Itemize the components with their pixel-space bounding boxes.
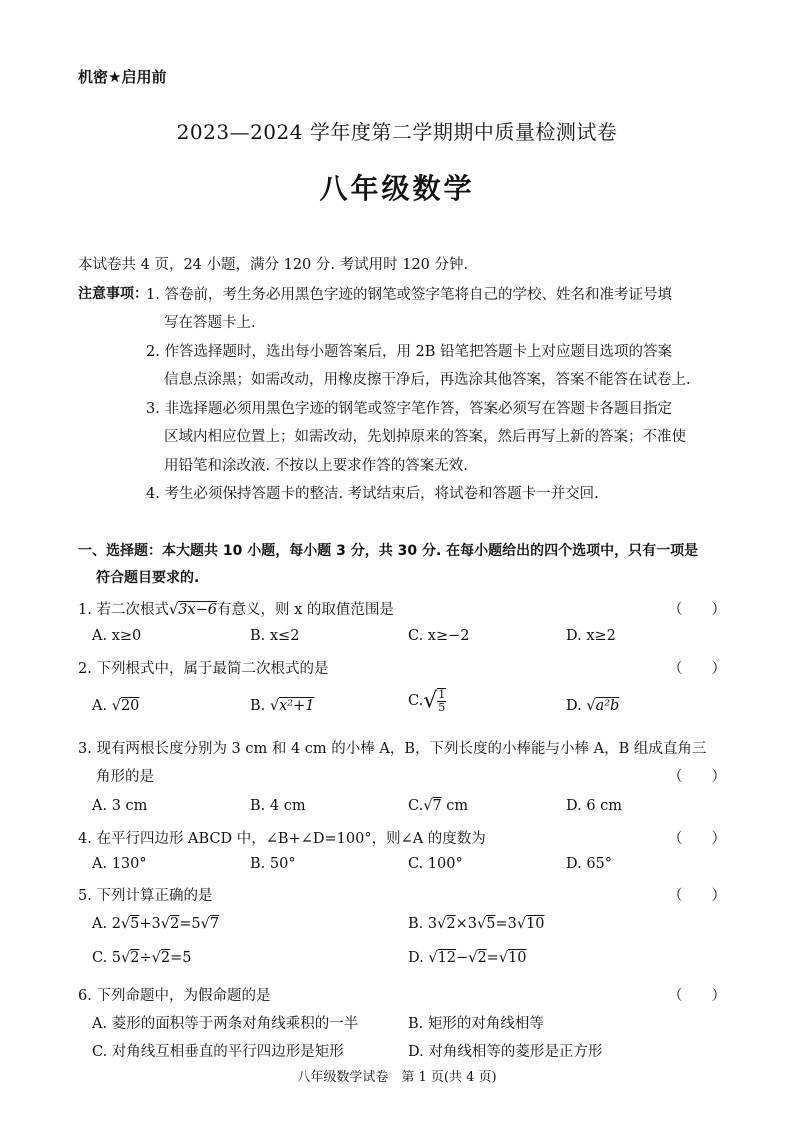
radicand: 2 [477,950,487,966]
radicand: 12 [437,950,457,966]
sqrt-symbol: √ [423,798,433,814]
note-line: 信息点涂黑；如需改动，用橡皮擦干净后，再选涂其他答案，答案不能答在试卷上. [164,372,691,388]
radicand: 10 [508,950,527,966]
answer-paren: （ ） [668,602,726,618]
radicand: 7 [432,798,442,814]
option-c [92,950,192,966]
expr-part: D. [408,950,424,966]
sqrt-symbol: √ [586,698,596,714]
question-4-stem: 4. 在平行四边形 ABCD 中，∠B+∠D=100°，则∠A 的度数为 [78,831,486,847]
radicand: a²b [595,698,620,714]
sqrt-symbol: √ [476,916,487,932]
note-line: 4. 考生必须保持答题卡的整洁. 考试结束后，将试卷和答题卡一并交回. [146,486,599,502]
sqrt-symbol: √ [160,916,171,932]
expr-part: = [486,950,499,966]
notes-label: 注意事项： [78,286,148,302]
expr-part: − [456,950,469,966]
radicand: 5 [130,916,140,932]
note-line: 区域内相应位置上；如需改动，先划掉原来的答案，然后再写上新的答案；不准使 [164,429,686,445]
radicand: 2 [160,950,171,966]
page-footer: 八年级数学试卷 第 1 页(共 4 页) [297,1070,497,1085]
question-1-stem [78,598,394,619]
radicand: x²+1 [279,698,315,714]
sqrt-symbol: √ [121,950,131,966]
option-c: C. 100° [408,856,463,872]
section-heading: 一、选择题：本大题共 10 小题，每小题 3 分，共 30 分. 在每小题给出的四个选项中，只有一项是 [78,543,699,559]
answer-paren: （ ） [668,661,726,677]
option-c [408,688,446,714]
sqrt-symbol: √ [516,916,527,932]
note-line: 写在答题卡上. [164,315,256,331]
note-line: 2. 作答选择题时，选出每小题答案后，用 2B 铅笔把答题卡上对应题目选项的答案 [146,344,673,360]
option-a: A. 菱形的面积等于两条对角线乘积的一半 [92,1016,359,1032]
fraction-numerator: 1 [438,688,446,701]
option-label: B. [250,698,266,714]
expr-part: =3 [495,916,517,932]
question-2-stem: 2. 下列根式中，属于最简二次根式的是 [78,661,329,677]
answer-paren: （ ） [668,831,726,847]
expr-part: A. 2 [92,916,121,932]
expr-part: =5 [170,950,192,966]
answer-paren: （ ） [668,769,726,785]
option-b: B. 50° [250,856,296,872]
note-line: 用铅笔和涂改液. 不按以上要求作答的答案无效. [164,458,468,474]
option-label: A. [92,698,108,714]
stem-text: 1. 若二次根式 [78,602,169,618]
option-a: A. x≥0 [92,628,142,644]
note-line: 3. 非选择题必须用黑色字迹的钢笔或签字笔作答，答案必须写在答题卡各题目指定 [146,401,672,417]
option-d [566,698,619,714]
expr-part: C. 5 [92,950,122,966]
exam-title: 2023—2024 学年度第二学期期中质量检测试卷 [176,120,618,144]
sqrt-symbol: √ [200,916,210,932]
expr-part: B. 3 [408,916,438,932]
radicand: 10 [526,916,545,932]
sqrt-symbol: √ [423,688,438,714]
radicand: 7 [209,916,220,932]
section-heading-cont: 符合题目要求的. [96,570,200,586]
expr-part: ×3 [455,916,477,932]
sqrt-symbol: √ [151,950,161,966]
radicand: 20 [120,698,140,714]
question-3-stem-cont: 角形的是 [96,769,154,785]
expr-part: ÷ [139,950,152,966]
option-d: D. 6 cm [566,798,623,814]
option-a: A. 3 cm [92,798,148,814]
sqrt-symbol: √ [269,698,280,714]
radicand: 2 [170,916,180,932]
sqrt-symbol: √ [498,950,509,966]
option-d: D. 65° [566,856,613,872]
answer-paren: （ ） [668,988,726,1004]
radicand: 3x−6 [178,602,217,618]
question-6-stem: 6. 下列命题中，为假命题的是 [78,988,271,1004]
sqrt-symbol: √ [437,916,447,932]
question-5-stem: 5. 下列计算正确的是 [78,888,213,904]
stem-text: 有意义，则 x 的取值范围是 [216,602,394,618]
note-line: 1. 答卷前，考生务必用黑色字迹的钢笔或签字笔将自己的学校、姓名和准考证号填 [146,287,672,303]
subject-title: 八年级数学 [319,172,475,205]
sqrt-symbol: √ [468,950,478,966]
option-label: D. [566,698,582,714]
sqrt-symbol: √ [168,602,179,618]
option-d: D. 对角线相等的菱形是正方形 [408,1044,603,1060]
sqrt-symbol: √ [111,698,121,714]
option-b: B. x≤2 [250,628,300,644]
radicand: 2 [446,916,456,932]
expr-part: +3 [139,916,161,932]
option-d [408,950,527,966]
option-b [408,916,545,932]
confidential-label: 机密★启用前 [78,68,167,86]
option-label: C. [408,693,424,709]
option-d: D. x≥2 [566,628,616,644]
option-a: A. 130° [92,856,147,872]
expr-part: =5 [179,916,201,932]
option-c: C. x≥−2 [408,628,470,644]
sqrt-symbol: √ [120,916,131,932]
option-b [250,698,315,714]
option-a [92,698,139,714]
option-label: C. [408,798,424,814]
exam-intro: 本试卷共 4 页，24 小题，满分 120 分. 考试用时 120 分钟. [78,257,469,273]
fraction-denominator: 5 [438,701,446,714]
sqrt-symbol: √ [428,950,438,966]
option-b: B. 矩形的对角线相等 [408,1016,544,1032]
option-c [408,798,468,814]
answer-paren: （ ） [668,888,726,904]
unit: cm [446,798,469,814]
radicand: 2 [130,950,140,966]
radicand: 5 [486,916,496,932]
option-b: B. 4 cm [250,798,306,814]
question-3-stem: 3. 现有两根长度分别为 3 cm 和 4 cm 的小棒 A，B，下列长度的小棒能与小棒 A，B 组成直角三 [78,741,707,757]
option-a [92,916,219,932]
option-c: C. 对角线互相垂直的平行四边形是矩形 [92,1044,344,1060]
